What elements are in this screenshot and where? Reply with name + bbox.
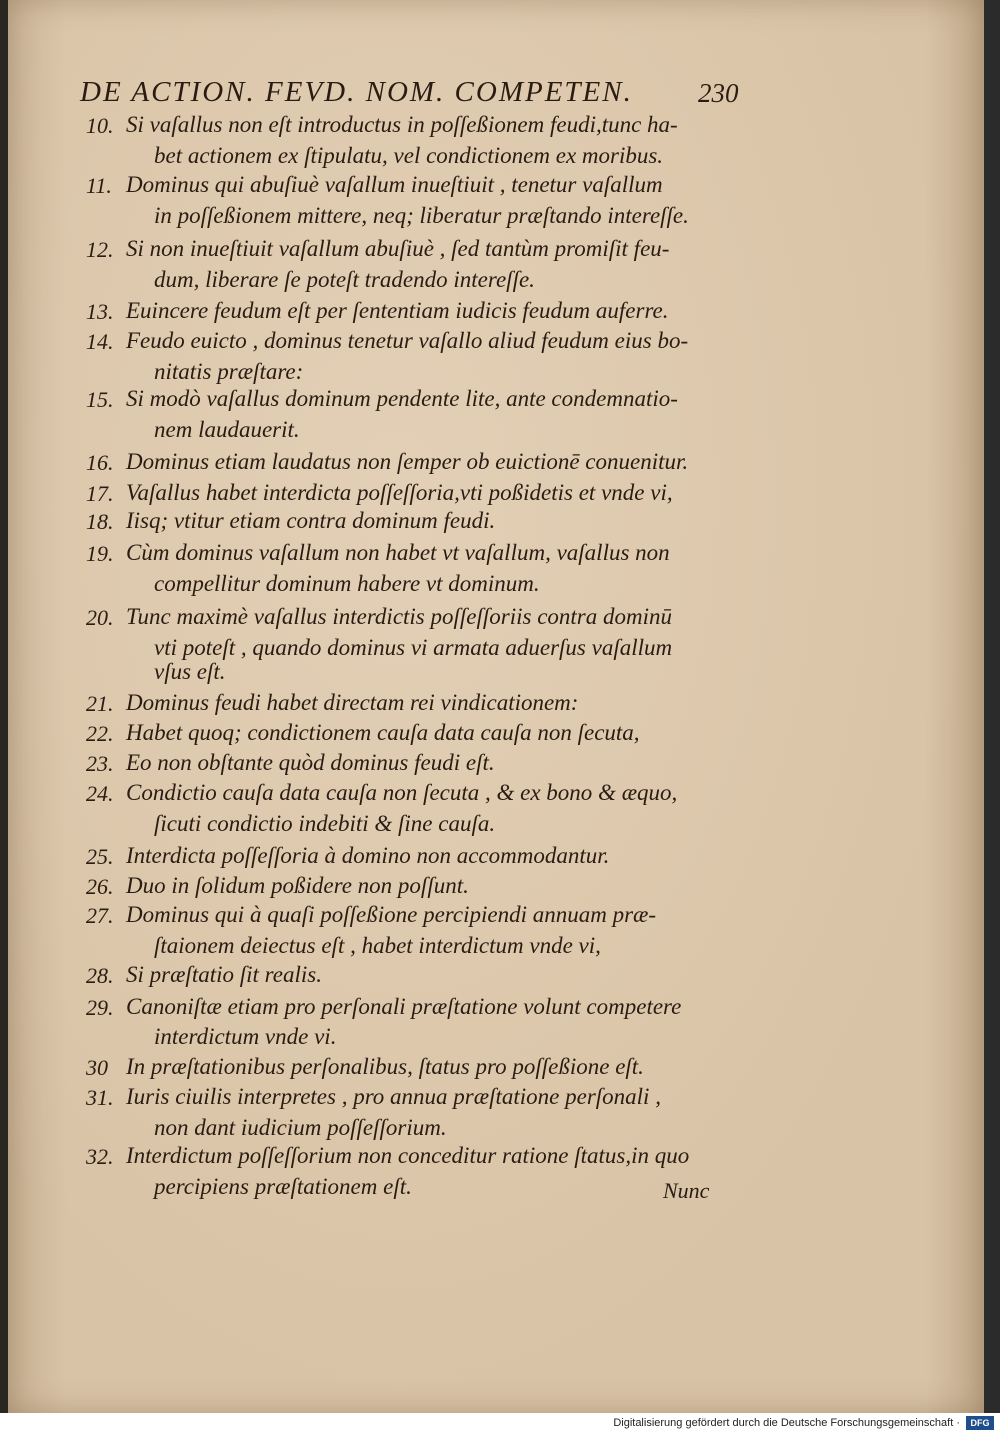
- entry-line: Vaſallus habet interdicta poſſeſſoria,vti poßidetis et vnde vi,: [126, 480, 673, 505]
- entry-number: 26.: [86, 874, 114, 899]
- entry-line: Habet quoq; condictionem cauſa data cauſa non ſecuta,: [126, 720, 640, 745]
- entry-line: Si præſtatio ſit realis.: [126, 962, 322, 987]
- entry-number: 24.: [86, 781, 114, 806]
- funding-notice: Digitalisierung gefördert durch die Deutsche Forschungsgemeinschaft ·: [613, 1417, 960, 1429]
- entry-line: non dant iudicium poſſeſſorium.: [154, 1115, 447, 1140]
- entry-line: in poſſeßionem mittere, neq; liberatur præſtando intereſſe.: [154, 203, 689, 228]
- entry-line: Dominus qui à quaſi poſſeßione percipiendi annuam præ-: [126, 902, 657, 927]
- catchword: Nunc: [663, 1178, 710, 1203]
- entry-line: Interdicta poſſeſſoria à domino non accommodantur.: [126, 843, 610, 868]
- running-head: DE ACTION. FEVD. NOM. COMPETEN.: [80, 76, 633, 108]
- entry-number: 13.: [86, 299, 114, 324]
- entry-number: 18.: [86, 509, 114, 534]
- footer-bar: [0, 1413, 1000, 1435]
- entry-number: 21.: [86, 691, 114, 716]
- entry-line: Iuris ciuilis interpretes , pro annua præſtatione perſonali ,: [126, 1084, 661, 1109]
- entry-line: Dominus feudi habet directam rei vindicationem:: [126, 690, 579, 715]
- entry-number: 31.: [86, 1085, 114, 1110]
- entry-number: 27.: [86, 903, 114, 928]
- entry-line: Si vaſallus non eſt introductus in poſſeßionem feudi,tunc ha-: [126, 112, 678, 137]
- entry-number: 22.: [86, 721, 114, 746]
- entry-line: Iisq; vtitur etiam contra dominum feudi.: [126, 508, 496, 533]
- dfg-logo: DFG: [966, 1416, 994, 1430]
- entry-number: 20.: [86, 605, 114, 630]
- entry-line: ſicuti condictio indebiti & ſine cauſa.: [154, 811, 496, 836]
- entry-line: nem laudauerit.: [154, 417, 300, 442]
- entry-number: 16.: [86, 450, 114, 475]
- entry-line: Canoniſtæ etiam pro perſonali præſtatione volunt competere: [126, 994, 682, 1019]
- entry-line: Tunc maximè vaſallus interdictis poſſeſſoriis contra dominū: [126, 604, 673, 629]
- entry-number: 12.: [86, 237, 114, 262]
- entry-line: dum, liberare ſe poteſt tradendo intereſſe.: [154, 267, 535, 292]
- entry-number: 15.: [86, 387, 114, 412]
- entry-number: 28.: [86, 963, 114, 988]
- left-page-edge: [0, 0, 8, 1413]
- entry-number: 29.: [86, 995, 114, 1020]
- entry-number: 14.: [86, 329, 114, 354]
- scanned-page: [8, 0, 984, 1413]
- entry-line: compellitur dominum habere vt dominum.: [154, 571, 540, 596]
- entry-number: 25.: [86, 844, 114, 869]
- entry-line: ſtaionem deiectus eſt , habet interdictum vnde vi,: [154, 933, 601, 958]
- entry-line: bet actionem ex ſtipulatu, vel condictionem ex moribus.: [154, 143, 664, 168]
- entry-line: Duo in ſolidum poßidere non poſſunt.: [126, 873, 469, 898]
- entry-number: 30: [86, 1055, 108, 1080]
- entry-line: In præſtationibus perſonalibus, ſtatus pro poſſeßione eſt.: [126, 1054, 644, 1079]
- entry-number: 19.: [86, 541, 114, 566]
- entry-line: vti poteſt , quando dominus vi armata aduerſus vaſallum: [154, 635, 673, 660]
- entry-number: 11.: [86, 173, 112, 198]
- entry-line: Euincere feudum eſt per ſententiam iudicis feudum auferre.: [126, 298, 669, 323]
- entry-number: 23.: [86, 751, 114, 776]
- entry-line: interdictum vnde vi.: [154, 1024, 337, 1049]
- entry-line: Feudo euicto , dominus tenetur vaſallo aliud feudum eius bo-: [126, 328, 689, 353]
- entry-number: 17.: [86, 481, 114, 506]
- entry-line: Dominus qui abuſiuè vaſallum inueſtiuit , tenetur vaſallum: [126, 172, 663, 197]
- entry-line: Eo non obſtante quòd dominus feudi eſt.: [126, 750, 495, 775]
- entry-line: nitatis præſtare:: [154, 359, 304, 384]
- entry-line: percipiens præſtationem eſt.: [154, 1174, 412, 1199]
- entry-number: 32.: [86, 1144, 114, 1169]
- entry-line: Si modò vaſallus dominum pendente lite, ante condemnatio-: [126, 386, 678, 411]
- entry-line: Cùm dominus vaſallum non habet vt vaſallum, vaſallus non: [126, 540, 670, 565]
- summary-list: [8, 0, 984, 1413]
- entry-line: Dominus etiam laudatus non ſemper ob euictionē conuenitur.: [126, 449, 689, 474]
- entry-line: Si non inueſtiuit vaſallum abuſiuè , ſed tantùm promiſit feu-: [126, 236, 670, 261]
- page-number: 230: [698, 78, 739, 108]
- right-page-edge: [984, 0, 1000, 1413]
- entry-line: Interdictum poſſeſſorium non conceditur ratione ſtatus,in quo: [126, 1143, 690, 1168]
- entry-number: 10.: [86, 113, 114, 138]
- entry-line: vſus eſt.: [154, 659, 226, 684]
- entry-line: Condictio cauſa data cauſa non ſecuta , & ex bono & æquo,: [126, 780, 678, 805]
